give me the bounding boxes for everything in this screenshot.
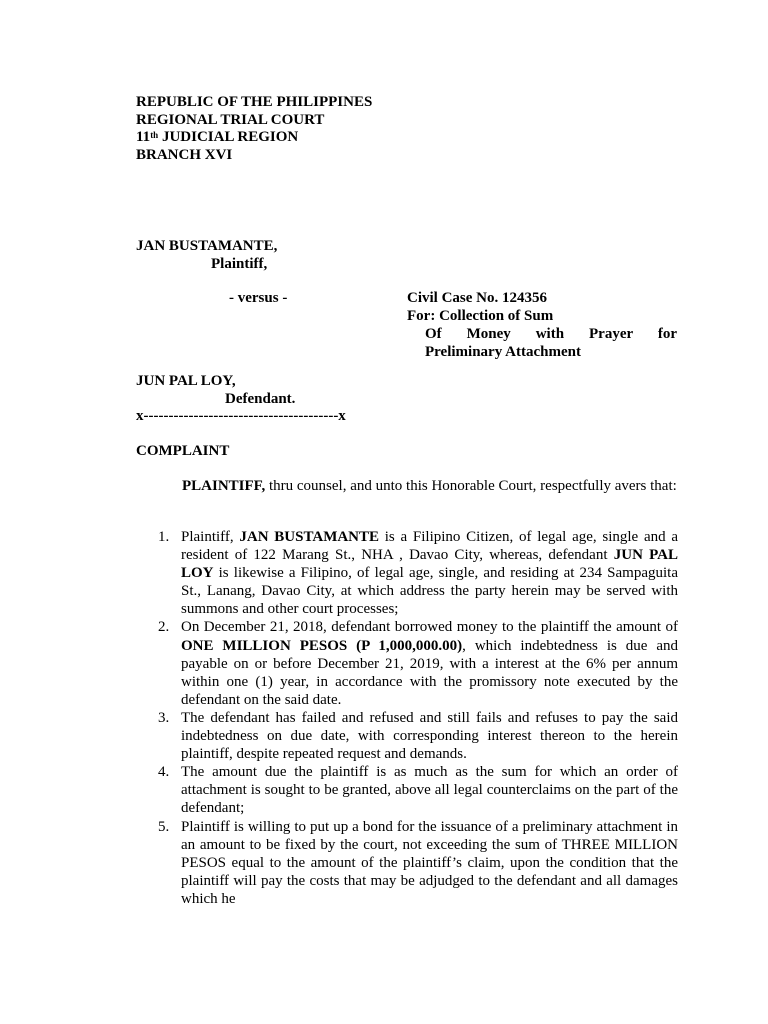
header-court: REGIONAL TRIAL COURT — [136, 111, 325, 128]
plaintiff-name: JAN BUSTAMANTE, — [136, 238, 278, 254]
versus-label: - versus - — [229, 290, 288, 306]
case-description-line1: Of Money with Prayer for — [425, 326, 677, 342]
allegation-item: 5. Plaintiff is willing to put up a bond for the issuance of a preliminary attachment in an amount to be fixed by the court, not exceeding the sum of THREE MILLION PESOS equal to the amount of the plaintiff’s claim, upon the condition that the plaintiff will pay the costs that may be adjudged to the defendant and all damages which he — [158, 818, 678, 907]
allegation-item: 2. On December 21, 2018, defendant borrowed money to the plaintiff the amount of ONE MILLION PESOS (P 1,000,000.00), which indebtedness is due and payable on or before December 21, 2019, with a interest at the 6% per annum within one (1) year, in accordance with the promissory note executed by the defendant on the said date. — [158, 619, 678, 708]
plaintiff-role: Plaintiff, — [211, 256, 268, 272]
header-republic: REPUBLIC OF THE PHILIPPINES — [136, 94, 373, 110]
allegation-item: 3. The defendant has failed and refused and still fails and refuses to pay the said indebtedness on due date, with corresponding interest thereon to the herein plaintiff, despite repeated request and demands. — [158, 709, 678, 763]
court-header — [136, 94, 372, 164]
document-title: COMPLAINT — [136, 443, 230, 459]
allegations-list — [136, 528, 678, 908]
allegation-item: 4. The amount due the plaintiff is as much as the sum for which an order of attachment is sought to be granted, above all legal counterclaims on the part of the defendant; — [158, 764, 678, 817]
case-number: Civil Case No. 124356 — [407, 290, 547, 306]
case-details — [407, 289, 677, 361]
defendant-name: JUN PAL LOY, — [136, 373, 236, 389]
allegation-item: 1. Plaintiff, JAN BUSTAMANTE is a Filipino Citizen, of legal age, single and a resident of 122 Marang St., NHA , Davao City, whereas, defendant JUN PAL LOY is likewise a Filipino, of legal age, single, and residing at 234 Sampaguita St., Lanang, Davao City, at which address the party herein may be served with summons and other court processes; — [158, 529, 679, 618]
intro-paragraph: PLAINTIFF, thru counsel, and unto this Honorable Court, respectfully avers that: — [182, 478, 677, 494]
header-branch: BRANCH XVI — [136, 146, 233, 163]
case-for: For: Collection of Sum — [407, 308, 554, 324]
case-description-line2: Preliminary Attachment — [425, 344, 581, 360]
defendant-role: Defendant. — [225, 391, 296, 407]
caption-separator: x---------------------------------------x — [136, 408, 346, 424]
header-region: 11th JUDICIAL REGION — [136, 129, 299, 145]
